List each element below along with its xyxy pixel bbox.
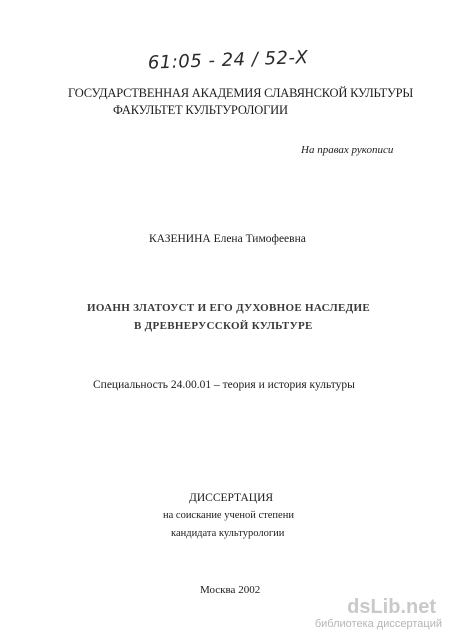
- author-name: КАЗЕНИНА Елена Тимофеевна: [149, 233, 306, 245]
- dslib-watermark: [314, 596, 444, 630]
- handwritten-catalog-code: 61:05 - 24 / 52-Х: [147, 47, 309, 74]
- academy-name: ГОСУДАРСТВЕННАЯ АКАДЕМИЯ СЛАВЯНСКОЙ КУЛЬТУРЫ: [68, 86, 414, 100]
- dissertation-label: ДИССЕРТАЦИЯ: [189, 492, 274, 504]
- thesis-title-line-2: В ДРЕВНЕРУССКОЙ КУЛЬТУРЕ: [134, 320, 313, 332]
- degree-line-2: кандидата культурологии: [171, 528, 285, 539]
- thesis-title-line-1: ИОАНН ЗЛАТОУСТ И ЕГО ДУХОВНОЕ НАСЛЕДИЕ: [87, 302, 371, 314]
- watermark-subtitle: библиотека диссертаций: [314, 618, 442, 630]
- watermark-logo: dsLib.net: [347, 596, 436, 618]
- faculty-name: ФАКУЛЬТЕТ КУЛЬТУРОЛОГИИ: [113, 103, 288, 117]
- specialty-line: Специальность 24.00.01 – теория и история культуры: [93, 379, 355, 391]
- city-year: Москва 2002: [200, 584, 261, 596]
- rights-note: На правах рукописи: [301, 144, 394, 156]
- degree-line-1: на соискание ученой степени: [163, 510, 294, 521]
